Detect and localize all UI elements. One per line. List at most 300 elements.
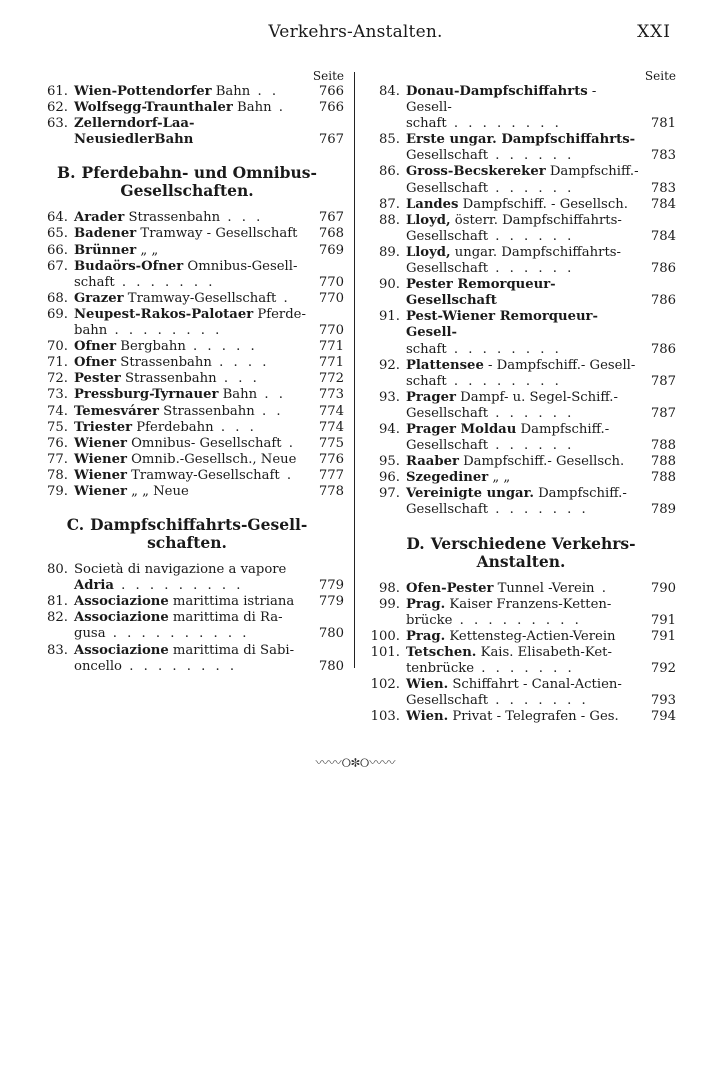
entry-line (406, 645, 640, 661)
entry-name: Badener (74, 226, 137, 242)
entry-line (74, 275, 308, 291)
entry-text (74, 259, 308, 291)
index-entry (30, 355, 344, 371)
entry-number: 82. (47, 610, 68, 626)
entry-line (406, 277, 640, 309)
entry-page: 770 (318, 323, 344, 339)
entry-number: 92. (379, 357, 400, 373)
leader-dots: . . . . . . . . (122, 658, 238, 674)
entry-page: 767 (318, 210, 344, 226)
entry-page: 784 (650, 228, 676, 244)
section-title-line1: Verschiedene Verkehrs- (430, 533, 636, 553)
entry-name: Associazione (74, 642, 169, 658)
index-entry (30, 116, 344, 148)
entry-page: 777 (318, 467, 344, 483)
entry-line (74, 420, 308, 436)
entry-line (74, 468, 308, 484)
entry-line (406, 229, 640, 245)
index-entry (30, 420, 344, 436)
index-entry (30, 387, 344, 403)
entry-rest: ungar. Dampfschiffahrts- (450, 244, 621, 260)
index-entry (30, 562, 344, 594)
index-entry (366, 422, 676, 454)
entry-rest: Bahn (218, 387, 258, 403)
index-entry (30, 452, 344, 468)
index-entry (366, 277, 676, 309)
leader-dots: . . . . (211, 355, 270, 371)
index-entry (366, 645, 676, 677)
entry-name: Triester (74, 419, 133, 435)
entry-line (406, 661, 640, 677)
index-entry (30, 484, 344, 500)
entry-line (406, 148, 640, 164)
entry-name: Wiener (74, 435, 127, 451)
entry-page: 766 (318, 100, 344, 116)
entry-number: 103. (370, 709, 400, 725)
entry-text (74, 420, 308, 436)
index-entry (30, 404, 344, 420)
entry-name: Pester Remorqueur-Gesellschaft (406, 277, 556, 309)
index-entry (30, 84, 344, 100)
entry-text (406, 597, 640, 629)
leader-dots: . . . . . . . . . (452, 612, 582, 628)
entry-page: 776 (318, 451, 344, 467)
entry-name: Pest-Wiener Remorqueur-Gesell- (406, 309, 598, 341)
running-header (0, 22, 711, 46)
entry-number: 86. (379, 164, 400, 180)
entry-rest-cont: brücke (406, 612, 453, 628)
entry-page: 767 (318, 132, 344, 148)
entry-text (74, 643, 308, 675)
entry-number: 100. (370, 628, 400, 644)
index-entry (30, 610, 344, 642)
entry-rest-cont: Gesellschaft (406, 502, 489, 518)
entry-number: 88. (379, 212, 400, 228)
entry-line (406, 390, 640, 406)
entry-rest-cont: schaft (406, 341, 447, 357)
entry-page: 791 (650, 612, 676, 628)
entry-rest-cont: Gesellschaft (406, 180, 489, 196)
entry-name: Erste ungar. Dampfschiffahrts- (406, 132, 636, 148)
entry-rest-cont: gusa (74, 626, 106, 642)
entry-number: 90. (379, 277, 400, 293)
entry-name: Temesvárer (74, 403, 159, 419)
leader-dots: . . . . . . (488, 180, 575, 196)
entry-line (406, 613, 640, 629)
entry-page: 788 (650, 438, 676, 454)
entry-number: 91. (379, 309, 400, 325)
entry-page: 787 (650, 373, 676, 389)
entry-name-cont: Adria (74, 578, 114, 594)
entry-number: 73. (47, 387, 68, 403)
entry-page: 778 (318, 483, 344, 499)
entry-text (406, 358, 640, 390)
index-entry (366, 84, 676, 132)
entry-text (406, 581, 640, 597)
entry-line (74, 594, 308, 610)
entry-line (406, 374, 640, 390)
entry-line (74, 659, 308, 675)
entry-page: 780 (318, 626, 344, 642)
entry-name: Lloyd, (406, 212, 451, 228)
entry-text (74, 226, 308, 242)
index-entry (30, 243, 344, 259)
leader-dots: . . . (213, 419, 257, 435)
entry-text (74, 84, 308, 100)
entry-text (406, 164, 640, 196)
entry-page: 766 (318, 84, 344, 99)
entry-name: Wien. (406, 709, 449, 725)
entry-name: Szegediner (406, 470, 489, 486)
index-entry (366, 197, 676, 213)
entry-number: 97. (379, 486, 400, 502)
entry-line (406, 502, 640, 518)
entry-line (74, 210, 308, 226)
entry-number: 80. (47, 562, 68, 578)
entry-line (74, 371, 308, 387)
index-entry (30, 339, 344, 355)
index-entry (30, 259, 344, 291)
seite-label: Seite (312, 69, 344, 83)
entry-line (74, 436, 308, 452)
entry-page: 768 (318, 226, 344, 242)
entry-rest-cont: Gesellschaft (406, 438, 489, 454)
entry-name: Grazer (74, 290, 124, 306)
entry-rest: „ „ (136, 242, 159, 258)
entry-rest: Bahn (232, 100, 272, 116)
entry-rest: Omnibus-Gesell- (183, 258, 298, 274)
entry-page: 770 (318, 290, 344, 306)
entry-line (74, 452, 308, 468)
entry-text (74, 307, 308, 339)
entry-text (406, 645, 640, 677)
entry-text (406, 470, 640, 486)
index-entry (366, 629, 676, 645)
entry-name: Wolfsegg-Traunthaler (74, 100, 233, 116)
entry-text (406, 390, 640, 422)
entry-line (74, 339, 308, 355)
entry-text (406, 132, 640, 164)
leader-dots: . . . . . . . . . (113, 578, 244, 594)
index-entry (30, 307, 344, 339)
entry-name: Prag. (406, 628, 446, 644)
entry-page: 779 (318, 578, 344, 594)
leader-dots: . . . . . . . (488, 693, 589, 709)
leader-dots: . . . . . . (488, 438, 575, 454)
entry-page: 791 (650, 628, 676, 644)
entry-rest-cont: Gesellschaft (406, 148, 489, 164)
entry-line (406, 454, 640, 470)
entry-text (74, 243, 308, 259)
entry-page: 774 (318, 403, 344, 419)
entry-rest: Società di navigazione a vapore (74, 562, 287, 578)
entry-page: 774 (318, 419, 344, 435)
entry-text (406, 213, 640, 245)
entry-text (74, 562, 308, 594)
entry-line (74, 610, 308, 626)
entry-line (406, 213, 640, 229)
entry-list-b (30, 210, 344, 500)
index-entry (366, 470, 676, 486)
entry-number: 65. (47, 226, 68, 242)
index-entry (366, 132, 676, 164)
entry-rest: - Dampfschiff.- Gesell- (483, 357, 636, 373)
entry-line (74, 226, 308, 242)
entry-line (74, 404, 308, 420)
entry-page: 779 (318, 594, 344, 610)
entry-rest: Kettensteg-Actien-Verein (445, 628, 616, 644)
entry-number: 87. (379, 196, 400, 212)
entry-line (406, 581, 640, 597)
entry-line (406, 597, 640, 613)
entry-line (406, 164, 640, 180)
index-entry (366, 245, 676, 277)
entry-rest-cont: Gesellschaft (406, 405, 489, 421)
entry-rest: Schiffahrt - Canal-Actien- (448, 677, 622, 693)
entry-page: 773 (318, 387, 344, 403)
entry-text (406, 709, 640, 725)
entry-line (74, 323, 308, 339)
right-column (366, 68, 676, 725)
entry-rest-cont: bahn (74, 323, 108, 339)
entry-number: 63. (47, 116, 68, 132)
entry-rest: Strassenbahn (116, 355, 212, 371)
entry-line (406, 132, 640, 148)
entry-text (406, 245, 640, 277)
index-entry (30, 643, 344, 675)
index-entry (366, 597, 676, 629)
leader-dots: . . . . . . . (488, 502, 589, 518)
leader-dots: . . . . . . (488, 228, 575, 244)
entry-rest: Dampfschiff.- (545, 164, 639, 180)
entry-name: Plattensee (406, 357, 484, 373)
entry-rest: Pferde- (253, 306, 306, 322)
entry-rest: marittima di Ra- (168, 610, 283, 626)
entry-number: 89. (379, 244, 400, 260)
section-c-heading (30, 516, 344, 552)
entry-page: 772 (318, 371, 344, 387)
leader-dots: . . . (216, 371, 260, 387)
entry-rest: Strassenbahn (124, 210, 221, 226)
entry-text (74, 452, 308, 468)
entry-line (406, 358, 640, 374)
entry-text (74, 468, 308, 484)
entry-rest: marittima di Sabi- (168, 642, 295, 658)
leader-dots: . (276, 290, 291, 306)
entry-line (406, 438, 640, 454)
entry-rest-cont: oncello (74, 658, 122, 674)
entry-number: 94. (379, 421, 400, 437)
entry-name: Brünner (74, 242, 137, 258)
entry-rest-cont: schaft (406, 116, 447, 132)
entry-page: 789 (650, 502, 676, 518)
entry-rest: Privat - Telegrafen - Ges. (448, 709, 619, 725)
entry-rest-cont: schaft (74, 274, 115, 290)
entry-number: 64. (47, 210, 68, 226)
leader-dots: . . (250, 84, 280, 99)
entry-line (74, 84, 308, 100)
entry-line (406, 422, 640, 438)
entry-number: 81. (47, 594, 68, 610)
index-entry (366, 486, 676, 518)
entry-page: 792 (650, 661, 676, 676)
entry-rest: Tramway-Gesellschaft (126, 467, 280, 483)
entry-rest-cont: Gesellschaft (406, 228, 489, 244)
entry-line (406, 709, 640, 725)
section-title-line2: Gesellschaften. (120, 181, 254, 201)
entry-rest: Dampfschiff. - Gesellsch. (458, 196, 628, 212)
entry-number: 71. (47, 355, 68, 371)
entry-page: 771 (318, 339, 344, 355)
entry-line (74, 355, 308, 371)
entry-number: 93. (379, 389, 400, 405)
entry-page: 787 (650, 405, 676, 421)
leader-dots: . . . (220, 210, 264, 226)
entry-text (74, 436, 308, 452)
entry-name: Wiener (74, 467, 127, 483)
entry-text (74, 100, 308, 116)
entry-rest: Dampfschiff.- Gesellsch. (458, 454, 625, 470)
entry-text (406, 84, 640, 132)
entry-name: Neupest-Rakos-Palotaer (74, 306, 254, 322)
entry-line (406, 342, 640, 358)
leader-dots: . . . . . . . . (446, 116, 562, 132)
entry-page: 771 (318, 355, 344, 371)
entry-rest: österr. Dampfschiffahrts- (450, 212, 622, 228)
entry-text (74, 116, 308, 148)
entry-list-c (30, 562, 344, 675)
entry-name: Vereinigte ungar. (406, 486, 534, 502)
entry-number: 62. (47, 100, 68, 116)
leader-dots: . . . . . (185, 339, 258, 355)
entry-text (406, 677, 640, 709)
entry-rest: Dampfschiff.- (533, 486, 627, 502)
entry-number: 67. (47, 258, 68, 274)
entry-line (74, 116, 308, 148)
entry-rest: Omnibus- Gesellschaft (126, 435, 282, 451)
entry-page: 769 (318, 242, 344, 258)
entry-line (74, 291, 308, 307)
entry-line (406, 181, 640, 197)
entry-page: 786 (650, 341, 676, 357)
entry-number: 95. (379, 454, 400, 470)
index-entry (30, 100, 344, 116)
entry-number: 84. (379, 84, 400, 99)
entry-text (74, 404, 308, 420)
section-b-heading (30, 164, 344, 200)
index-entry (30, 226, 344, 242)
entry-page: 784 (650, 196, 676, 212)
section-title-line2: Anstalten. (476, 551, 566, 571)
section-title-line1: Pferdebahn- und Omnibus- (81, 163, 317, 183)
entry-page: 790 (650, 580, 676, 596)
section-letter: D. (406, 533, 425, 553)
entry-name: Lloyd, (406, 244, 451, 260)
entry-name: Budaörs-Ofner (74, 258, 184, 274)
entry-rest: „ „ Neue (126, 483, 189, 499)
index-entry (366, 454, 676, 470)
entry-rest: Dampfschiff.- (516, 421, 610, 437)
entry-name: Raaber (406, 454, 459, 470)
index-entry (366, 358, 676, 390)
entry-text (74, 291, 308, 307)
entry-name: Donau-Dampfschiffahrts (406, 84, 588, 99)
entry-line (406, 261, 640, 277)
ornament-divider: 〰〰୦✽୦〰〰 (315, 756, 396, 771)
entry-rest: Strassenbahn (158, 403, 255, 419)
entry-text (74, 339, 308, 355)
entry-line (74, 578, 308, 594)
header-title: Verkehrs-Anstalten. (268, 22, 443, 42)
entry-page: 775 (318, 435, 344, 451)
leader-dots: . . (254, 403, 284, 419)
entry-number: 96. (379, 470, 400, 486)
entry-rest: Strassenbahn (120, 371, 217, 387)
entry-line (74, 100, 308, 116)
entry-number: 75. (47, 419, 68, 435)
entry-page: 786 (650, 293, 676, 309)
section-title-line1: Dampfschiffahrts-Gesell- (90, 515, 308, 535)
entry-line (74, 562, 308, 578)
entry-line (406, 245, 640, 261)
entry-list-a (30, 84, 344, 148)
entry-name: Pressburg-Tyrnauer (74, 387, 219, 403)
entry-rest: marittima istriana (168, 594, 295, 610)
index-entry (366, 390, 676, 422)
entry-page: 783 (650, 148, 676, 164)
leader-dots: . . . . . . (488, 405, 575, 421)
index-entry (366, 581, 676, 597)
entry-name: Landes (406, 196, 459, 212)
section-title-line2: schaften. (147, 533, 227, 553)
leader-dots: . . (257, 387, 286, 403)
leader-dots: . . . . . . . . (446, 373, 562, 389)
entry-page: 786 (650, 261, 676, 277)
index-entry (30, 371, 344, 387)
entry-name: Arader (74, 210, 125, 226)
entry-rest: Bergbahn (116, 339, 186, 355)
column-divider (354, 72, 355, 668)
leader-dots: . . . . . . (488, 148, 575, 164)
entry-name: Prag. (406, 596, 446, 612)
entry-rest: Tramway - Gesellschaft (136, 226, 298, 242)
entry-number: 79. (47, 483, 68, 499)
entry-name: Ofner (74, 339, 117, 355)
entry-name: Prager (406, 389, 456, 405)
entry-number: 83. (47, 642, 68, 658)
entry-rest: Kais. Elisabeth-Ket- (476, 644, 612, 660)
entry-line (406, 406, 640, 422)
entry-rest: Omnib.-Gesellsch., Neue (126, 451, 297, 467)
entry-name: Wiener (74, 483, 127, 499)
entry-number: 66. (47, 242, 68, 258)
entry-number: 74. (47, 403, 68, 419)
entry-number: 99. (379, 596, 400, 612)
entry-rest: Pferdebahn (132, 419, 214, 435)
entry-number: 68. (47, 290, 68, 306)
header-page-number: XXI (637, 22, 671, 42)
entry-rest-cont: tenbrücke (406, 661, 475, 676)
entry-name: Tetschen. (406, 644, 477, 660)
entry-rest-cont: schaft (406, 373, 447, 389)
left-column (30, 68, 344, 675)
leader-dots: . . . . . . . . . . (105, 626, 250, 642)
leader-dots: . . . . . . . (474, 661, 575, 676)
entry-text (74, 387, 308, 403)
entry-number: 70. (47, 339, 68, 355)
index-entry (366, 309, 676, 357)
section-letter: C. (66, 515, 85, 535)
